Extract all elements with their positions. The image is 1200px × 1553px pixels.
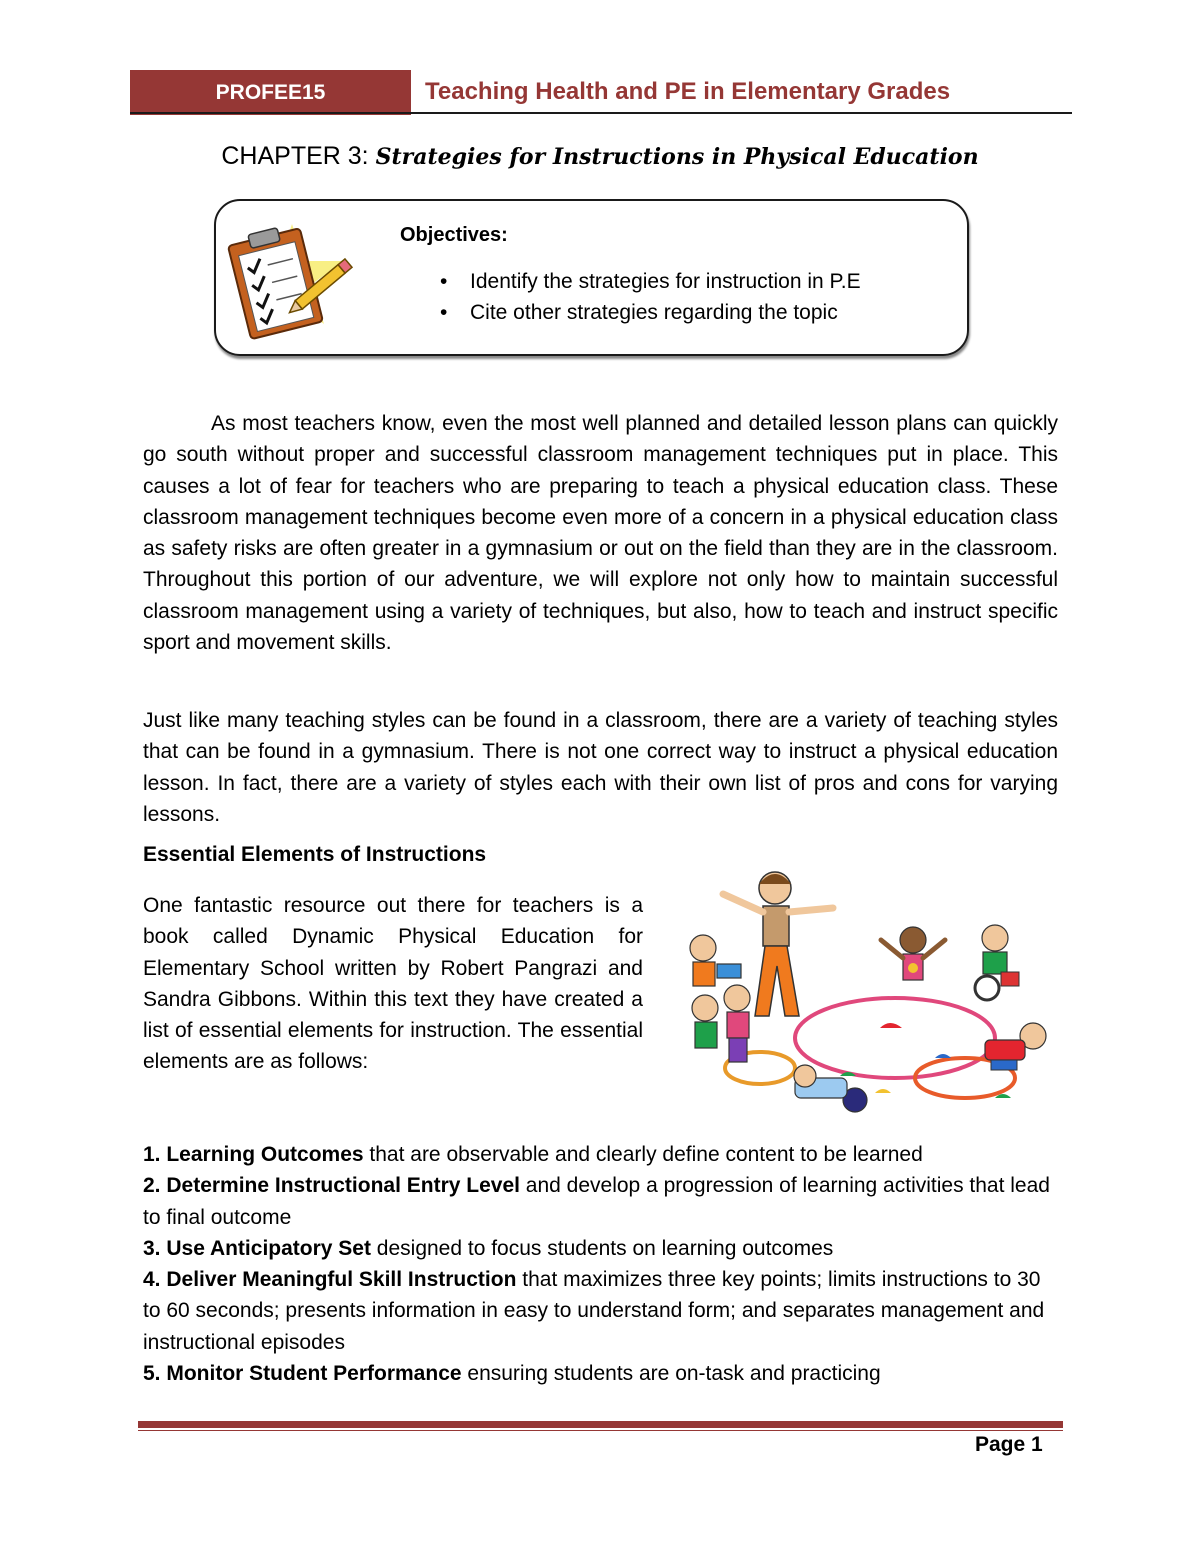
chapter-heading [0,142,1200,171]
footer-rule-thin [138,1430,1063,1431]
chapter-title: Strategies for Instructions in Physical Education [375,144,979,170]
bullet-icon: • [440,301,448,324]
course-title: Teaching Health and PE in Elementary Grades [425,78,951,105]
chapter-label: CHAPTER 3: [221,142,369,170]
clipboard-checklist-icon [222,206,362,346]
list-item: 5. Monitor Student Performance ensuring students are on-task and practicing [143,1362,881,1386]
list-item: 1. Learning Outcomes that are observable and clearly define content to be learned [143,1143,923,1166]
footer-rule [138,1421,1063,1428]
objectives-list [440,266,861,328]
bullet-icon: • [440,270,448,293]
objective-item: • Cite other strategies regarding the topic [440,297,861,328]
section-intro: One fantastic resource out there for teachers is a book called Dynamic Physical Education for Elementary School written by Robert Pangrazi and Sandra Gibbons. Within this text they have created a list of essential elements for instruction. The essential elements are as follows: [143,894,643,1074]
essential-elements-list [143,1139,1058,1389]
kids-exercising-illustration [665,868,1060,1113]
intro-paragraph: As most teachers know, even the most well planned and detailed lesson plans can quickly go south without proper and successful classroom management techniques put in place. This causes a lot of fear for teachers who are preparing to teach a physical education class. These classroom management techniques become even more of a concern in a physical education class as safety risks are often greater in a gymnasium or out on the field than they are in the classroom. Throughout this portion of our adventure, we will explore not only how to maintain successful classroom management using a variety of techniques, but also, how to teach and instruct specific sport and movement skills. [143,412,1058,655]
styles-paragraph: Just like many teaching styles can be found in a classroom, there are a variety of teaching styles that can be found in a gymnasium. There is not one correct way to instruct a physical education lesson. In fact, there are a variety of styles each with their own list of pros and cons for varying lessons. [143,709,1058,826]
course-code: PROFEE15 [215,80,326,104]
list-item: 2. Determine Instructional Entry Level and develop a progression of learning activities that lead to final outcome [143,1174,1050,1229]
header-rule [130,112,1072,114]
objectives-heading: Objectives: [400,224,508,246]
section-heading: Essential Elements of Instructions [143,843,487,866]
course-code-badge [130,70,411,115]
list-item: 4. Deliver Meaningful Skill Instruction that maximizes three key points; limits instructions to 30 to 60 seconds; presents information in easy to understand form; and separates management and instructional episodes [143,1268,1045,1354]
objective-item: • Identify the strategies for instruction in P.E [440,266,861,297]
list-item: 3. Use Anticipatory Set designed to focus students on learning outcomes [143,1236,834,1260]
page-number: Page 1 [975,1433,1043,1456]
